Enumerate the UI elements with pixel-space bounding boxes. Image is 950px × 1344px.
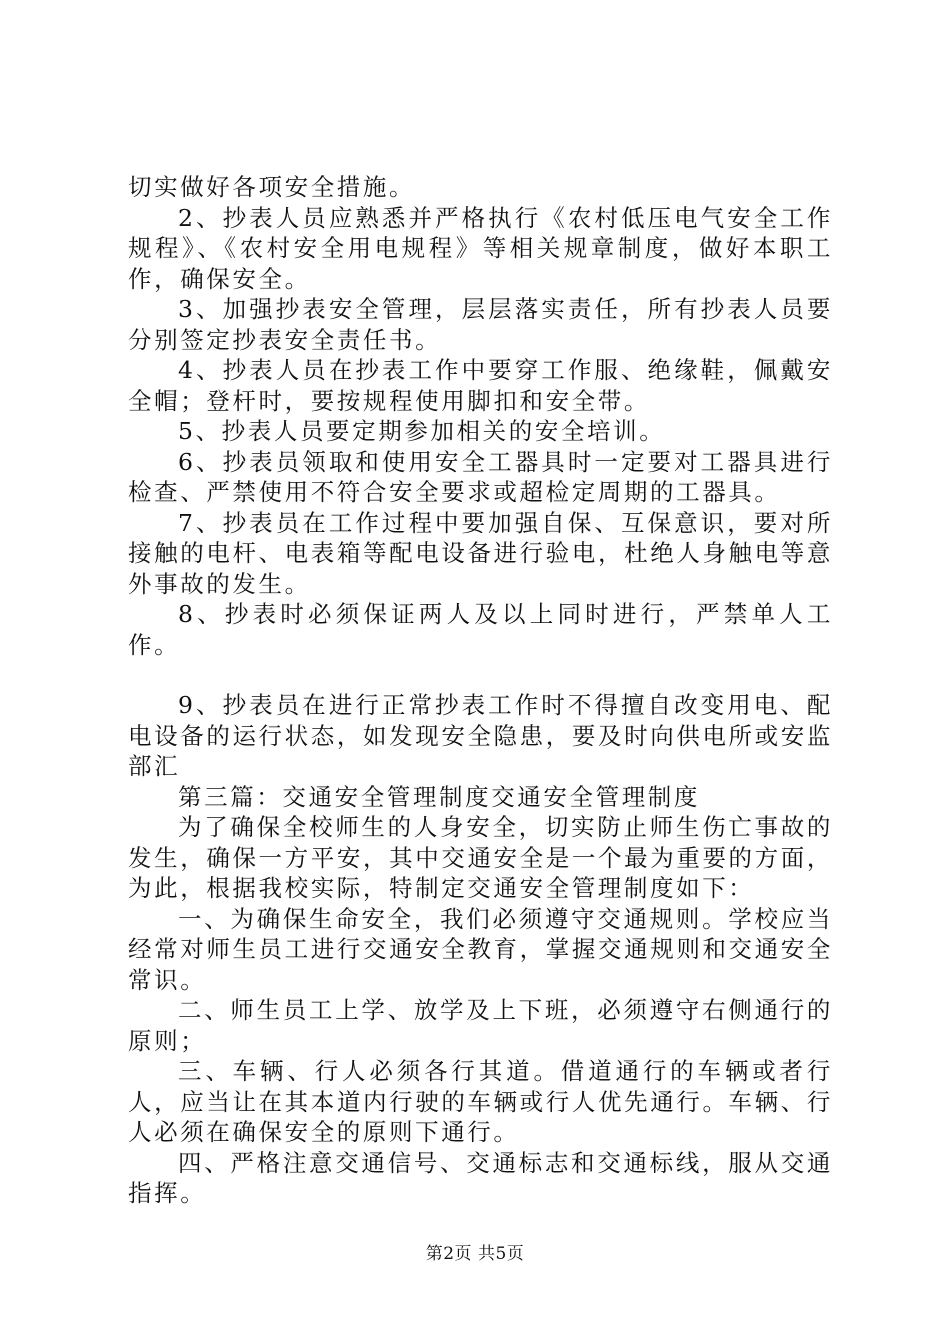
paragraph-item-9: 9、抄表员在进行正常抄表工作时不得擅自改变用电、配电设备的运行状态，如发现安全隐患，要及时向供电所或安监部汇 [128,691,833,780]
paragraph-item-7: 7、抄表员在工作过程中要加强自保、互保意识，要对所接触的电杆、电表箱等配电设备进行验电，杜绝人身触电等意外事故的发生。 [128,508,833,598]
paragraph-item-6: 6、抄表员领取和使用安全工器具时一定要对工器具进行检查、严禁使用不符合安全要求或超检定周期的工器具。 [128,447,833,506]
paragraph-rule-4: 四、严格注意交通信号、交通标志和交通标线，服从交通指挥。 [128,1148,833,1207]
paragraph-rule-1: 一、为确保生命安全，我们必须遵守交通规则。学校应当经常对师生员工进行交通安全教育，掌握交通规则和交通安全常识。 [128,904,833,994]
paragraph-item-3: 3、加强抄表安全管理，层层落实责任，所有抄表人员要分别签定抄表安全责任书。 [128,295,833,354]
paragraph-continuation: 切实做好各项安全措施。 [128,173,416,201]
paragraph-item-2: 2、抄表人员应熟悉并严格执行《农村低压电气安全工作规程》、《农村安全用电规程》等相关规章制度，做好本职工作，确保安全。 [128,203,833,293]
paragraph-rule-3: 三、车辆、行人必须各行其道。借道通行的车辆或者行人，应当让在其本道内行驶的车辆或行人优先通行。车辆、行人必须在确保安全的原则下通行。 [128,1057,833,1146]
paragraph-rule-2: 二、师生员工上学、放学及上下班，必须遵守右侧通行的原则； [128,996,833,1055]
paragraph-item-5: 5、抄表人员要定期参加相关的安全培训。 [178,417,666,445]
document-body [128,172,833,1209]
paragraph-item-4: 4、抄表人员在抄表工作中要穿工作服、绝缘鞋，佩戴安全帽；登杆时，要按规程使用脚扣和安全带。 [128,356,833,415]
paragraph-item-8: 8、抄表时必须保证两人及以上同时进行，严禁单人工作。 [128,600,833,659]
blank-line [128,660,833,690]
page-number-footer: 第2页 共5页 [425,1244,525,1264]
section-heading: 第三篇：交通安全管理制度交通安全管理制度 [178,782,700,811]
paragraph-intro: 为了确保全校师生的人身安全，切实防止师生伤亡事故的发生，确保一方平安，其中交通安全是一个最为重要的方面，为此，根据我校实际，特制定交通安全管理制度如下： [128,813,833,902]
